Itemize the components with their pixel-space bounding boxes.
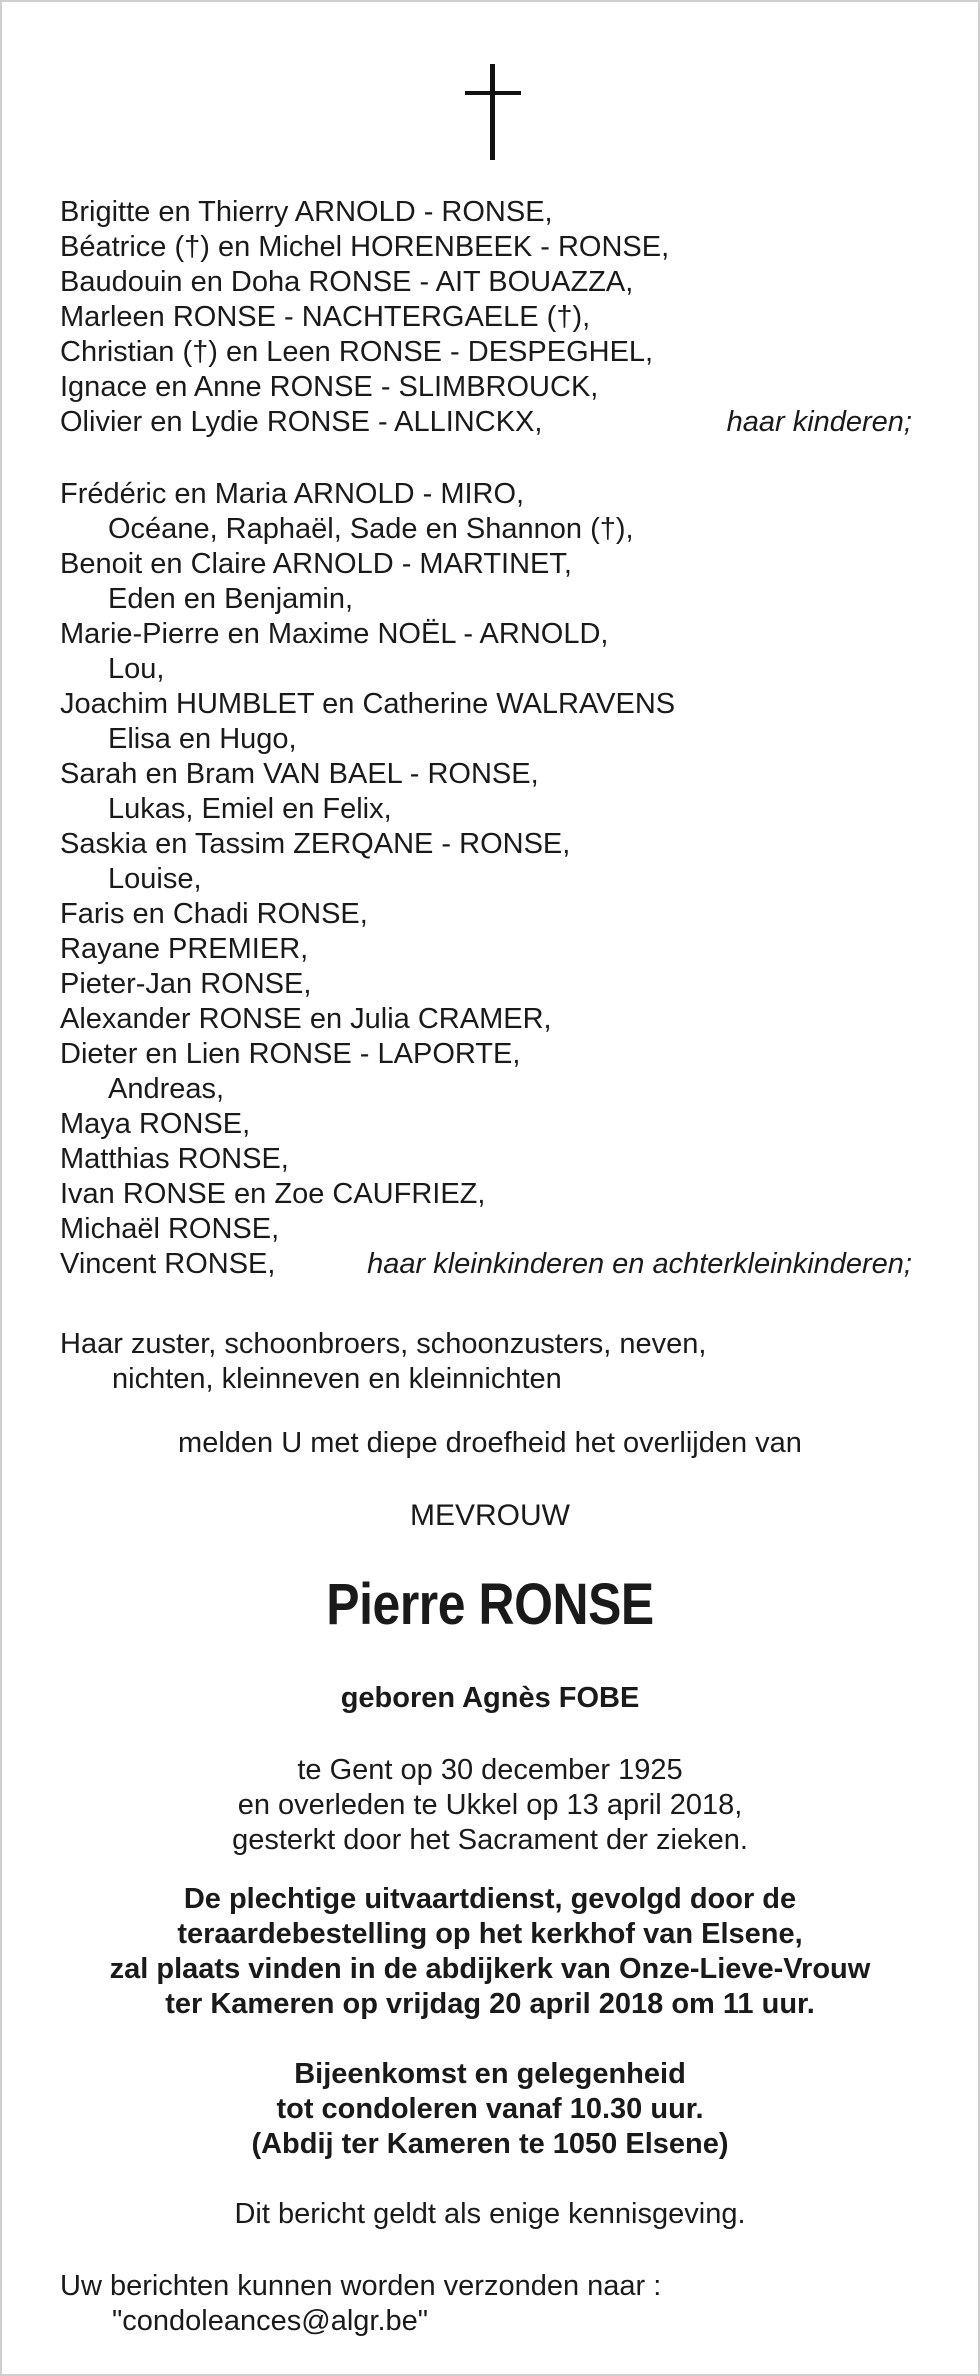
grandchild-line: Sarah en Bram VAN BAEL - RONSE,	[60, 758, 539, 790]
grandchild-line: Alexander RONSE en Julia CRAMER,	[60, 1003, 552, 1035]
gathering-line: (Abdij ter Kameren te 1050 Elsene)	[251, 2128, 729, 2160]
messages-line: Uw berichten kunnen worden verzonden naar :	[60, 2270, 662, 2302]
gathering	[2, 2057, 978, 2162]
life-line: te Gent op 30 december 1925	[297, 1754, 683, 1786]
notice	[2, 2197, 978, 2232]
child-line: Baudouin en Doha RONSE - AIT BOUAZZA,	[60, 266, 634, 298]
honorific-text: MEVROUW	[410, 1499, 570, 1532]
service-line: De plechtige uitvaartdienst, gevolgd door de	[183, 1883, 797, 1915]
grandchild-line: Saskia en Tassim ZERQANE - RONSE,	[60, 828, 571, 860]
service-line: teraardebestelling op het kerkhof van Elsene,	[177, 1918, 803, 1950]
grandchild-line: Joachim HUMBLET en Catherine WALRAVENS	[60, 688, 676, 720]
grandchild-line: Rayane PREMIER,	[60, 933, 309, 965]
grandchild-line: Faris en Chadi RONSE,	[60, 898, 368, 930]
grandchild-line: Louise,	[108, 863, 202, 895]
grandchild-line: Marie-Pierre en Maxime NOËL - ARNOLD,	[60, 618, 609, 650]
grandchild-line: Lukas, Emiel en Felix,	[108, 793, 392, 825]
grandchild-line: Lou,	[108, 653, 165, 685]
gathering-line: Bijeenkomst en gelegenheid	[294, 2058, 686, 2090]
grandchild-line: Frédéric en Maria ARNOLD - MIRO,	[60, 478, 525, 510]
announcement	[2, 1426, 978, 1461]
child-line-text: Olivier en Lydie RONSE - ALLINCKX,	[60, 406, 543, 438]
grandchild-line: Ivan RONSE en Zoe CAUFRIEZ,	[60, 1178, 486, 1210]
grandchild-line: Pieter-Jan RONSE,	[60, 968, 312, 1000]
children-list	[60, 195, 912, 440]
children-role: haar kinderen;	[726, 406, 912, 438]
grandchild-line: Dieter en Lien RONSE - LAPORTE,	[60, 1038, 521, 1070]
born-name-text: geboren Agnès FOBE	[340, 1682, 640, 1714]
child-line: Béatrice (†) en Michel HORENBEEK - RONSE,	[60, 231, 670, 263]
honorific	[2, 1498, 978, 1533]
grandchild-line: Michaël RONSE,	[60, 1213, 280, 1245]
child-line-last	[60, 405, 912, 440]
funeral-service	[2, 1882, 978, 2022]
life-details	[2, 1753, 978, 1858]
grandchild-line: Eden en Benjamin,	[108, 583, 354, 615]
life-line: gesterkt door het Sacrament der zieken.	[232, 1824, 748, 1856]
other-family-line: Haar zuster, schoonbroers, schoonzusters, neven,	[60, 1328, 707, 1360]
deceased-name-text: Pierre RONSE	[326, 1572, 654, 1637]
service-line: ter Kameren op vrijdag 20 april 2018 om 11 uur.	[165, 1988, 815, 2020]
child-line: Brigitte en Thierry ARNOLD - RONSE,	[60, 196, 553, 228]
other-family	[60, 1327, 912, 1397]
condolence-email: "condoleances@algr.be"	[112, 2305, 429, 2337]
notice-text: Dit bericht geldt als enige kennisgeving.	[234, 2198, 746, 2230]
life-line: en overleden te Ukkel op 13 april 2018,	[237, 1789, 743, 1821]
deceased-name	[2, 1570, 978, 1640]
child-line: Marleen RONSE - NACHTERGAELE (†),	[60, 301, 591, 333]
messages	[60, 2269, 912, 2339]
announcement-text: melden U met diepe droefheid het overlijden van	[178, 1427, 802, 1459]
grandchildren-role: haar kleinkinderen en achterkleinkinderen;	[367, 1248, 912, 1280]
grandchild-line: Benoit en Claire ARNOLD - MARTINET,	[60, 548, 572, 580]
grandchildren-list	[60, 477, 912, 1282]
grandchild-line: Andreas,	[108, 1073, 225, 1105]
cross-icon	[465, 64, 521, 160]
grandchild-line: Océane, Raphaël, Sade en Shannon (†),	[108, 513, 634, 545]
grandchild-line-last	[60, 1247, 912, 1282]
other-family-line: nichten, kleinneven en kleinnichten	[112, 1363, 562, 1395]
child-line: Christian (†) en Leen RONSE - DESPEGHEL,	[60, 336, 654, 368]
gathering-line: tot condoleren vanaf 10.30 uur.	[276, 2093, 704, 2125]
grandchild-line-text: Vincent RONSE,	[60, 1248, 276, 1280]
born-name	[2, 1681, 978, 1716]
grandchild-line: Maya RONSE,	[60, 1108, 251, 1140]
child-line: Ignace en Anne RONSE - SLIMBROUCK,	[60, 371, 599, 403]
grandchild-line: Elisa en Hugo,	[108, 723, 297, 755]
service-line: zal plaats vinden in de abdijkerk van Onze-Lieve-Vrouw	[109, 1953, 871, 1985]
grandchild-line: Matthias RONSE,	[60, 1143, 289, 1175]
